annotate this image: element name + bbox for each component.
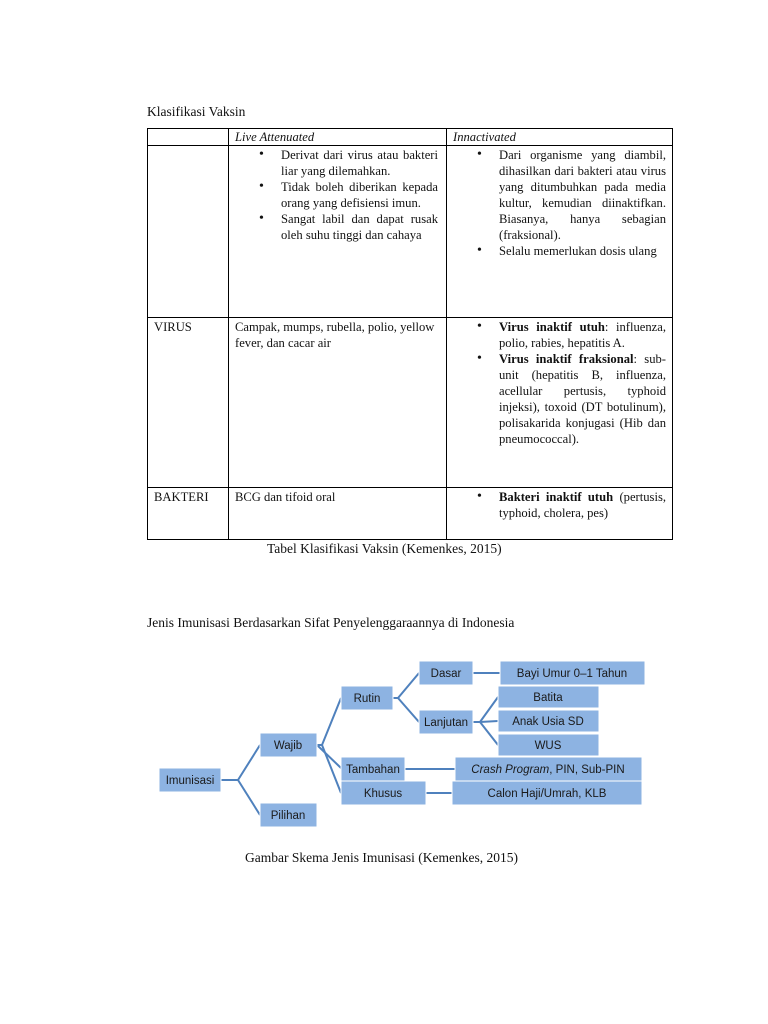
label-wus: WUS [534, 740, 562, 752]
term-detail: : sub-unit (hepatitis B, influenza, acellular pertusis, typhoid injeksi), toxoid (DT botulinum), polisakarida konjugasi (Hib dan pneumococcal). [499, 352, 666, 446]
list-item: • Tidak boleh diberikan kepada orang yang defisiensi imun. [235, 179, 438, 211]
list-item: • Derivat dari virus atau bakteri liar yang dilemahkan. [235, 147, 438, 179]
crash-program-rest: , PIN, Sub-PIN [549, 764, 625, 776]
label-imunisasi: Imunisasi [165, 775, 215, 787]
label-dasar: Dasar [430, 668, 462, 680]
connector-rutin-lanjutan [398, 698, 419, 722]
label-lanjutan: Lanjutan [423, 717, 469, 729]
term-detail: : influenza, polio, rabies, hepatitis A. [499, 320, 666, 350]
term-detail: (pertusis, typhoid, cholera, pes) [499, 490, 666, 520]
list-item: • Selalu memerlukan dosis ulang [453, 243, 666, 259]
schema-heading: Jenis Imunisasi Berdasarkan Sifat Penyelenggaraannya di Indonesia [147, 615, 515, 630]
list-item: • Dari organisme yang diambil, dihasilkan dari bakteri atau virus yang ditumbuhkan pada media kultur, kemudian diinaktifkan. Biasanya, hanya sebagian (fraksional). [453, 147, 666, 243]
crash-program-italic: Crash Program [471, 764, 550, 776]
table-heading: Klasifikasi Vaksin [147, 104, 246, 119]
connector-lanjutan-wus [480, 722, 498, 745]
connector-lanjutan-anak [480, 721, 498, 722]
connector-wajib-khusus [322, 745, 341, 793]
connector-imunisasi-wajib [221, 745, 260, 780]
label-khusus: Khusus [363, 788, 403, 800]
label-tambahan: Tambahan [346, 764, 400, 776]
label-rutin: Rutin [353, 693, 381, 705]
bold-term: Virus inaktif utuh [499, 320, 605, 334]
cell-bakteri-live: BCG dan tifoid oral [229, 488, 447, 540]
row-label-bakteri: BAKTERI [148, 488, 229, 540]
label-bayi: Bayi Umur 0–1 Tahun [516, 668, 628, 680]
connector-lanjutan-batita [473, 697, 498, 722]
connector-imunisasi-pilihan [238, 780, 260, 815]
label-batita: Batita [533, 692, 563, 704]
connector-rutin-dasar [393, 673, 419, 698]
header-live-attenuated: Live Attenuated [229, 129, 447, 146]
bold-term: Bakteri inaktif utuh [499, 490, 614, 504]
schema-caption: Gambar Skema Jenis Imunisasi (Kemenkes, 2015) [245, 850, 518, 865]
label-anak-usia-sd: Anak Usia SD [512, 716, 584, 728]
table-caption: Tabel Klasifikasi Vaksin (Kemenkes, 2015) [267, 541, 502, 556]
label-calon-haji: Calon Haji/Umrah, KLB [487, 788, 607, 800]
header-inactivated: Innactivated [447, 129, 673, 146]
label-wajib: Wajib [273, 740, 303, 752]
bold-term: Virus inaktif fraksional [499, 352, 634, 366]
cell-virus-live: Campak, mumps, rubella, polio, yellow fever, dan cacar air [229, 318, 447, 488]
label-pilihan: Pilihan [270, 810, 306, 822]
list-item: • Sangat labil dan dapat rusak oleh suhu tinggi dan cahaya [235, 211, 438, 243]
connector-wajib-rutin [317, 698, 341, 745]
label-crash-program [471, 764, 624, 776]
row-label-virus: VIRUS [148, 318, 229, 488]
